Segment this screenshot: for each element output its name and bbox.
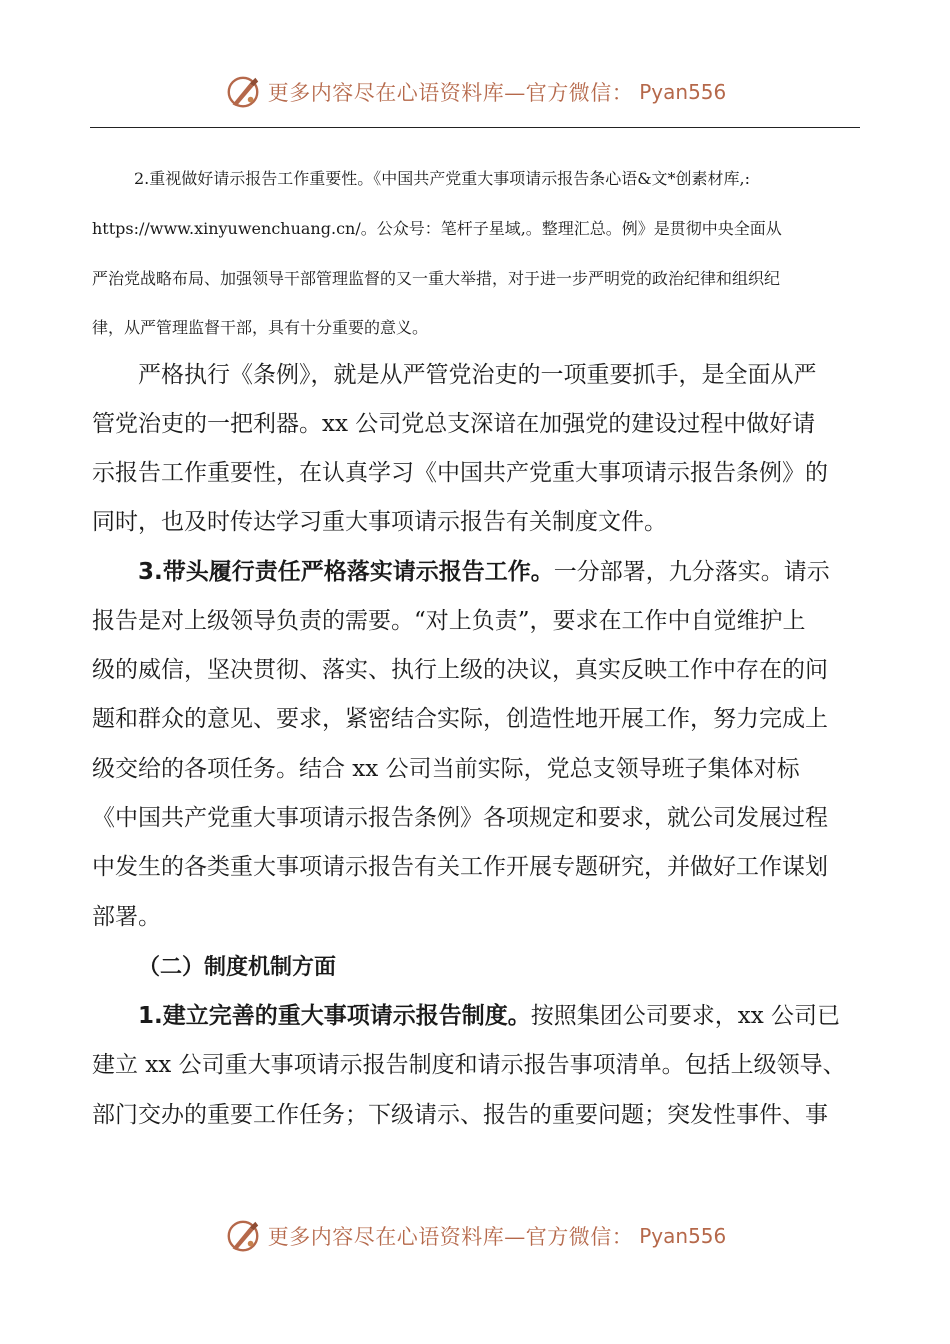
paragraph-2-line-6: 《中国共产党重大事项请示报告条例》各项规定和要求，就公司发展过程 (92, 805, 828, 831)
paragraph-1-line-3: 示报告工作重要性，在认真学习《中国共产党重大事项请示报告条例》的 (92, 460, 828, 486)
paragraph-3-line-3: 部门交办的重要工作任务；下级请示、报告的重要问题；突发性事件、事 (92, 1102, 828, 1128)
small-paragraph-line-3: 严治党战略布局、加强领导干部管理监督的又一重大举措，对于进一步严明党的政治纪律和组织纪 (92, 269, 781, 288)
paragraph-3-line-1 (138, 992, 908, 1042)
paragraph-2-line-1 (138, 548, 908, 598)
paragraph-1-line-2: 管党治吏的一把利器。xx 公司党总支深谙在加强党的建设过程中做好请 (92, 411, 816, 437)
small-paragraph-line-4: 律，从严管理监督干部，具有十分重要的意义。 (92, 318, 429, 337)
header-divider (90, 127, 860, 128)
paragraph-2-line-3: 级的威信，坚决贯彻、落实、执行上级的决议，真实反映工作中存在的问 (92, 657, 828, 683)
banner-wechat-id: Pyan556 (639, 1224, 727, 1248)
paragraph-2-line-4: 题和群众的意见、要求，紧密结合实际，创造性地开展工作，努力完成上 (92, 706, 828, 732)
banner-text: 更多内容尽在心语资料库—官方微信： (267, 1225, 634, 1249)
paragraph-2-line-7: 中发生的各类重大事项请示报告有关工作开展专题研究，并做好工作谋划 (92, 854, 828, 880)
paragraph-3-line-2: 建立 xx 公司重大事项请示报告制度和请示报告事项清单。包括上级领导、 (92, 1052, 846, 1078)
paragraph-2-line-8: 部署。 (92, 904, 161, 930)
banner-text: 更多内容尽在心语资料库—官方微信： (267, 81, 634, 105)
pen-logo-icon (224, 73, 262, 111)
paragraph-2-line-5: 级交给的各项任务。结合 xx 公司当前实际，党总支领导班子集体对标 (92, 756, 800, 782)
small-paragraph-line-1: 2.重视做好请示报告工作重要性。《中国共产党重大事项请示报告条心语&文*创素材库,: (134, 169, 750, 188)
small-paragraph-line-2: https://www.xinyuwenchuang.cn/。公众号：笔杆子星域,。整理汇总。例》是贯彻中央全面从 (92, 219, 782, 238)
paragraph-2-line-2: 报告是对上级领导负责的需要。“对上负责”，要求在工作中自觉维护上 (92, 608, 806, 634)
banner-wechat-id: Pyan556 (639, 80, 727, 104)
pen-logo-icon (224, 1217, 262, 1255)
paragraph-1-line-1: 严格执行《条例》，就是从严管党治吏的一项重要抓手，是全面从严 (138, 362, 817, 388)
paragraph-3-heading: 1.建立完善的重大事项请示报告制度。 (138, 1003, 531, 1029)
paragraph-1-line-4: 同时，也及时传达学习重大事项请示报告有关制度文件。 (92, 509, 667, 535)
footer-watermark-banner (0, 1214, 950, 1258)
paragraph-2-heading: 3.带头履行责任严格落实请示报告工作。 (138, 559, 554, 585)
paragraph-2-first-line-rest: 一分部署，九分落实。请示 (553, 559, 830, 585)
section-heading: （二）制度机制方面 (138, 955, 337, 980)
header-watermark-banner (0, 70, 950, 114)
paragraph-3-first-line-rest: 按照集团公司要求，xx 公司已 (530, 1003, 841, 1029)
